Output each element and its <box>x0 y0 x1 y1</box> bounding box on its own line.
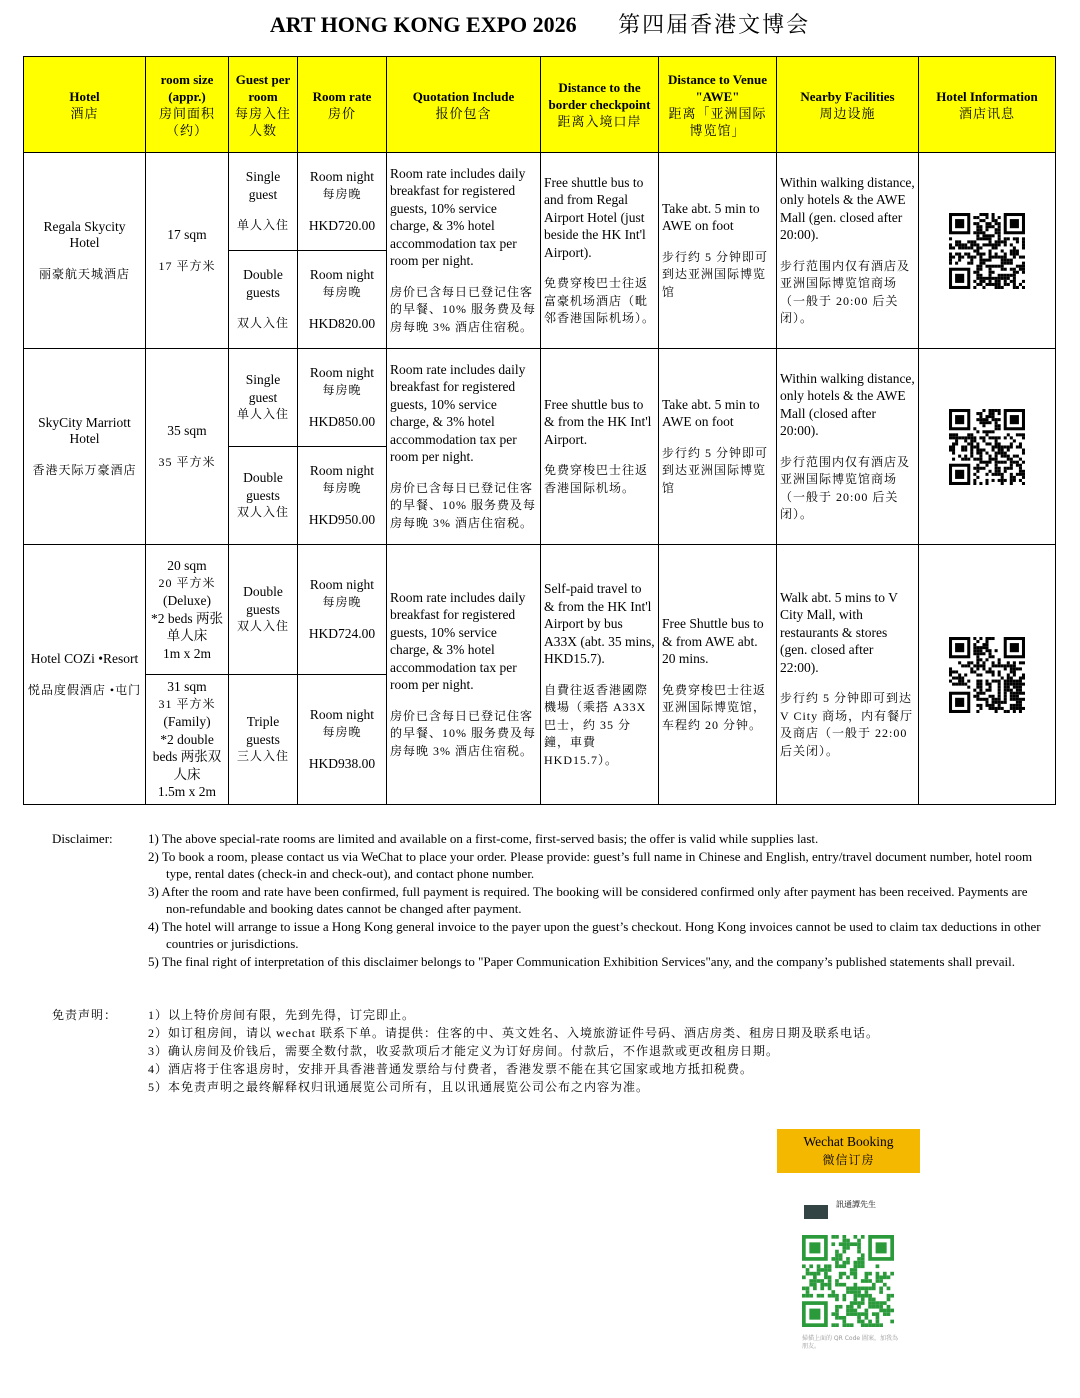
hotel-table <box>23 56 1056 805</box>
list-item: 2）如订租房间，请以 wechat 联系下单。请提供：住客的中、英文姓名、入境旅游证件号码、酒店房类、租房日期及联系电话。 <box>148 1026 879 1040</box>
hotel-name-cell: SkyCity Marriott Hotel 香港天际万豪酒店 <box>24 349 146 545</box>
include-cell: Room rate includes daily breakfast for registered guests, 10% service charge, & 3% hotel accommodation tax per room per night. 房价已含每日已登记住客的早餐、10% 服务费及每房每晚 3% 酒店住宿税。 <box>387 153 541 349</box>
facilities-cell: Within walking distance, only hotels & the AWE Mall (closed after 20:00). 步行范围内仅有酒店及 亚洲国际博览馆商场 （一般于 20:00 后关闭）。 <box>777 349 919 545</box>
wechat-qr-card[interactable] <box>800 1195 905 1355</box>
room-size-cell: 17 sqm 17 平方米 <box>146 153 229 349</box>
guest-cell: Double guests 双人入住 <box>229 447 298 545</box>
guest-cell: Triple guests 三人入住 <box>229 675 298 805</box>
include-cell: Room rate includes daily breakfast for registered guests, 10% service charge, & 3% hotel accommodation tax per room per night. 房价已含每日已登记住客的早餐、10% 服务费及每房每晚 3% 酒店住宿税。 <box>387 349 541 545</box>
header-include: Quotation Include 报价包含 <box>387 57 541 153</box>
border-cell: Free shuttle bus to & from the HK Int'l Airport. 免费穿梭巴士往返香港国际机场。 <box>541 349 659 545</box>
header-border: Distance to the border checkpoint 距离入境口岸 <box>541 57 659 153</box>
rate-cell: Room night 每房晚 HKD938.00 <box>298 675 387 805</box>
list-item: 1）以上特价房间有限，先到先得，订完即止。 <box>148 1008 416 1022</box>
avatar <box>804 1205 828 1219</box>
header-row <box>24 57 1056 153</box>
rate-cell: Room night 每房晚 HKD720.00 <box>298 153 387 251</box>
title-en: ART HONG KONG EXPO 2026 <box>269 12 577 37</box>
wechat-qr-hint: 掃描上面的 QR Code 圖案，加我為朋友。 <box>802 1335 898 1350</box>
wechat-contact-name: 訊通譚先生 <box>836 1200 876 1209</box>
facilities-cell: Walk abt. 5 mins to V City Mall, with restaurants & stores (gen. closed after 22:00). 步行约 5 分钟即可到达 V City 商场，内有餐厅及商店（一般于 22:00 后关闭）。 <box>777 545 919 805</box>
rate-cell: Room night 每房晚 HKD820.00 <box>298 251 387 349</box>
list-item: 1) The above special-rate rooms are limited and available on a first-come, first-served basis; the offer is valid while supplies last. <box>148 831 819 846</box>
table-row <box>24 545 1056 675</box>
rate-cell: Room night 每房晚 HKD850.00 <box>298 349 387 447</box>
disclaimer-label-cn: 免责声明： <box>52 1008 118 1022</box>
hotel-qr-cell <box>919 349 1056 545</box>
page-title <box>0 8 1080 39</box>
hotel-qr-cell <box>919 153 1056 349</box>
list-item: 2) To book a room, please contact us via WeChat to place your order. Please provide: guest’s full name in Chinese and English, entry/travel document number, hotel room type, rental dates (check-in and check-out), and contact phone number. <box>148 848 1033 881</box>
guest-cell: Double guests 双人入住 <box>229 545 298 675</box>
guest-cell: Double guests 双人入住 <box>229 251 298 349</box>
venue-cell: Take abt. 5 min to AWE on foot 步行约 5 分钟即可到达亚洲国际博览馆 <box>659 349 777 545</box>
header-venue: Distance to Venue "AWE" 距离「亚洲国际博览馆」 <box>659 57 777 153</box>
border-cell: Self-paid travel to & from the HK Int'l Airport by bus A33X (abt. 35 mins, HKD15.7). 自費往返香港國際機場（乘搭 A33X 巴士，约 35 分鐘，車費 HKD15.7）。 <box>541 545 659 805</box>
list-item: 4）酒店将于住客退房时，安排开具香港普通发票给与付费者，香港发票不能在其它国家或地方抵扣税费。 <box>148 1062 754 1076</box>
venue-cell: Take abt. 5 min to AWE on foot 步行约 5 分钟即可到达亚洲国际博览馆 <box>659 153 777 349</box>
guest-cell: Single guest 单人入住 <box>229 349 298 447</box>
disclaimer-en <box>52 830 1052 970</box>
wechat-booking-label: Wechat Booking 微信订房 <box>777 1129 920 1173</box>
header-guest: Guest per room 每房入住人数 <box>229 57 298 153</box>
header-rate: Room rate 房价 <box>298 57 387 153</box>
room-size-cell: 35 sqm 35 平方米 <box>146 349 229 545</box>
guest-cell: Single guest 单人入住 <box>229 153 298 251</box>
header-room-size: room size (appr.) 房间面积（约） <box>146 57 229 153</box>
qr-code-icon[interactable] <box>949 409 1025 485</box>
room-size-cell: 20 sqm 20 平方米 (Deluxe) *2 beds 两张单人床 1m x 2m <box>146 545 229 675</box>
hotel-qr-cell <box>919 545 1056 805</box>
header-hotel: Hotel 酒店 <box>24 57 146 153</box>
list-item: 4) The hotel will arrange to issue a Hong Kong general invoice to the payer upon the guest’s checkout. Hong Kong invoices cannot be used to claim tax deductions in other countries or jurisdictions. <box>148 918 1041 951</box>
header-facilities: Nearby Facilities 周边设施 <box>777 57 919 153</box>
rate-cell: Room night 每房晚 HKD950.00 <box>298 447 387 545</box>
hotel-name-cell: Hotel COZi •Resort 悦品度假酒店 •屯门 <box>24 545 146 805</box>
table-row <box>24 153 1056 251</box>
list-item: 3）确认房间及价钱后，需要全数付款，收妥款项后才能定义为订好房间。付款后，不作退款或更改租房日期。 <box>148 1044 780 1058</box>
list-item: 5) The final right of interpretation of this disclaimer belongs to "Paper Communication Exhibition Services"any, and the company’s published statements shall prevail. <box>148 953 1015 969</box>
qr-code-icon[interactable] <box>949 213 1025 289</box>
disclaimer-label: Disclaimer: <box>52 831 113 846</box>
list-item: 5）本免责声明之最终解释权归讯通展览公司所有，且以讯通展览公司公布之内容为准。 <box>148 1080 650 1094</box>
qr-code-icon[interactable] <box>949 637 1025 713</box>
facilities-cell: Within walking distance, only hotels & the AWE Mall (gen. closed after 20:00). 步行范围内仅有酒店及 亚洲国际博览馆商场 （一般于 20:00 后关闭）。 <box>777 153 919 349</box>
border-cell: Free shuttle bus to and from Regal Airport Hotel (just beside the HK Int'l Airport). 免费穿梭巴士往返富豪机场酒店（毗邻香港国际机场）。 <box>541 153 659 349</box>
venue-cell: Free Shuttle bus to & from AWE abt. 20 mins. 免费穿梭巴士往返亚洲国际博览馆，车程约 20 分钟。 <box>659 545 777 805</box>
rate-cell: Room night 每房晚 HKD724.00 <box>298 545 387 675</box>
hotel-name-cell: Regala Skycity Hotel 丽豪航天城酒店 <box>24 153 146 349</box>
include-cell: Room rate includes daily breakfast for registered guests, 10% service charge, & 3% hotel accommodation tax per room per night. 房价已含每日已登记住客的早餐、10% 服务费及每房每晚 3% 酒店住宿税。 <box>387 545 541 805</box>
header-info: Hotel Information 酒店讯息 <box>919 57 1056 153</box>
list-item: 3) After the room and rate have been confirmed, full payment is required. The booking will be considered confirmed only after payment has been received. Payments are non-refundable and booking dates cannot be changed after payment. <box>148 883 1028 916</box>
title-cn: 第四届香港文博会 <box>618 12 811 37</box>
room-size-cell: 31 sqm 31 平方米 (Family) *2 double beds 两张双人床 1.5m x 2m <box>146 675 229 805</box>
wechat-qr-code-icon[interactable] <box>802 1235 894 1327</box>
disclaimer-cn <box>52 1006 1052 1096</box>
table-row <box>24 349 1056 447</box>
